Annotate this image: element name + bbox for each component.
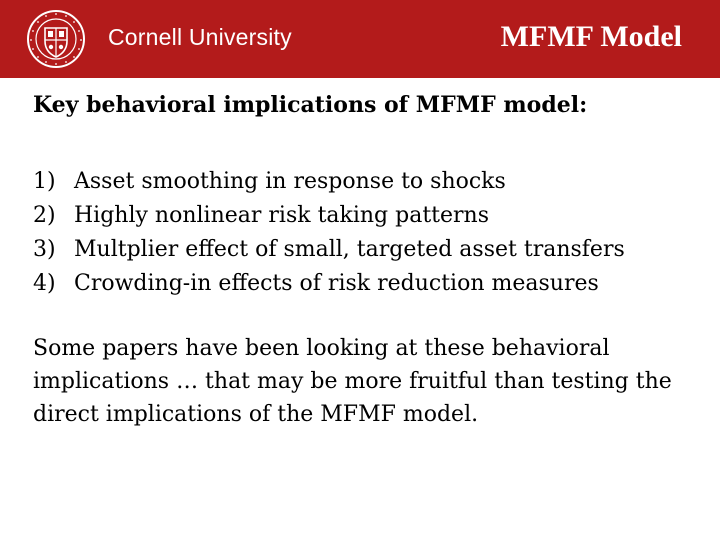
list-text: Asset smoothing in response to shocks	[74, 169, 506, 194]
list-item	[33, 199, 625, 233]
section-heading: Key behavioral implications of MFMF model:	[33, 92, 588, 118]
list-text: Crowding-in effects of risk reduction measures	[74, 271, 599, 296]
university-logo-text: Cornell University	[108, 24, 292, 50]
cornell-seal-icon	[26, 9, 86, 69]
list-number: 4)	[33, 271, 56, 296]
list-text: Highly nonlinear risk taking patterns	[74, 203, 490, 228]
implications-list	[33, 165, 625, 301]
header-bar	[0, 0, 720, 78]
list-number: 3)	[33, 237, 56, 262]
list-item	[33, 267, 625, 301]
list-number: 2)	[33, 203, 56, 228]
list-item	[33, 165, 625, 199]
list-item	[33, 233, 625, 267]
slide-title: MFMF Model	[500, 20, 682, 53]
list-text: Multplier effect of small, targeted asset transfers	[74, 237, 625, 262]
body-paragraph: Some papers have been looking at these behavioral implications … that may be more fruitful than testing the direct implications of the MFMF model.	[33, 336, 672, 427]
list-number: 1)	[33, 169, 56, 194]
